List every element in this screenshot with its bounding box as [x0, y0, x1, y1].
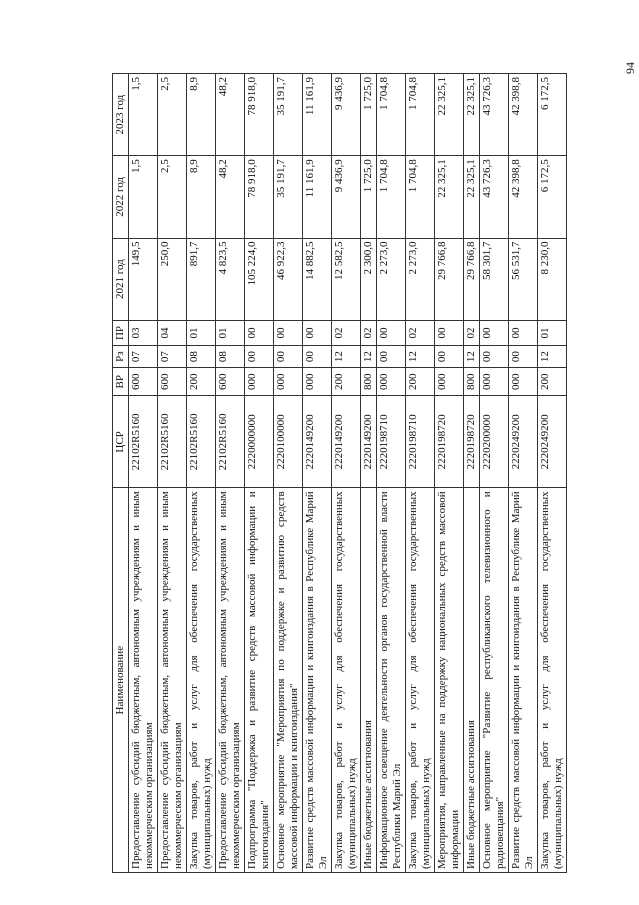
cell-2022: 43 726,3 — [480, 156, 509, 238]
cell-csr: 2220100000 — [274, 396, 303, 488]
cell-2023: 9 436,9 — [332, 74, 361, 156]
cell-name: Подпрограмма "Поддержка и развитие средств массовой информации и книгоиздания" — [245, 488, 274, 873]
cell-name: Закупка товаров, работ и услуг для обеспечения государственных (муниципальных) нужд — [187, 488, 216, 873]
header-name: Наименование — [113, 488, 129, 873]
cell-name: Мероприятия, направленные на поддержку национальных средств массовой информации — [435, 488, 464, 873]
cell-2021: 2 273,0 — [406, 238, 435, 320]
cell-pr: 02 — [361, 320, 377, 345]
header-rz: Рз — [113, 346, 129, 368]
cell-vr: 000 — [480, 368, 509, 396]
cell-csr: 2220200000 — [480, 396, 509, 488]
cell-2023: 43 726,3 — [480, 74, 509, 156]
cell-rz: 12 — [332, 346, 361, 368]
cell-vr: 600 — [216, 368, 245, 396]
cell-2021: 58 301,7 — [480, 238, 509, 320]
cell-csr: 2220000000 — [245, 396, 274, 488]
cell-rz: 00 — [245, 346, 274, 368]
cell-rz: 00 — [377, 346, 406, 368]
cell-name: Информационное освещение деятельности органов государственной власти Республики Марий Эл — [377, 488, 406, 873]
cell-vr: 000 — [435, 368, 464, 396]
cell-rz: 07 — [158, 346, 187, 368]
cell-csr: 2220249200 — [538, 396, 567, 488]
cell-csr: 2220149200 — [361, 396, 377, 488]
table-row — [377, 74, 406, 873]
table-row — [245, 74, 274, 873]
table-row — [361, 74, 377, 873]
table-header-row — [113, 74, 129, 873]
header-2021: 2021 год — [113, 238, 129, 320]
table-row — [158, 74, 187, 873]
cell-vr: 200 — [332, 368, 361, 396]
table-row — [332, 74, 361, 873]
cell-2021: 105 224,0 — [245, 238, 274, 320]
cell-vr: 200 — [538, 368, 567, 396]
cell-2023: 6 172,5 — [538, 74, 567, 156]
cell-csr: 2220198720 — [464, 396, 480, 488]
cell-2021: 56 531,7 — [509, 238, 538, 320]
cell-csr: 22102R5160 — [216, 396, 245, 488]
cell-vr: 800 — [361, 368, 377, 396]
cell-rz: 08 — [216, 346, 245, 368]
cell-name: Закупка товаров, работ и услуг для обеспечения государственных (муниципальных) нужд — [406, 488, 435, 873]
cell-csr: 22102R5160 — [129, 396, 158, 488]
cell-name: Иные бюджетные ассигнования — [464, 488, 480, 873]
cell-csr: 2220149200 — [332, 396, 361, 488]
cell-2022: 6 172,5 — [538, 156, 567, 238]
cell-rz: 00 — [435, 346, 464, 368]
cell-vr: 000 — [303, 368, 332, 396]
cell-pr: 00 — [435, 320, 464, 345]
table-row — [406, 74, 435, 873]
cell-2021: 46 922,3 — [274, 238, 303, 320]
cell-csr: 2220198710 — [406, 396, 435, 488]
cell-2021: 4 823,5 — [216, 238, 245, 320]
rotated-table-container — [112, 73, 564, 873]
cell-2023: 22 325,1 — [464, 74, 480, 156]
cell-name: Предоставление субсидий бюджетным, автономным учреждениям и иным некоммерческим организациям — [158, 488, 187, 873]
cell-2021: 2 273,0 — [377, 238, 406, 320]
cell-2023: 2,5 — [158, 74, 187, 156]
table-row — [129, 74, 158, 873]
cell-pr: 00 — [303, 320, 332, 345]
cell-pr: 01 — [216, 320, 245, 345]
cell-2022: 42 398,8 — [509, 156, 538, 238]
cell-vr: 800 — [464, 368, 480, 396]
cell-pr: 01 — [187, 320, 216, 345]
cell-pr: 00 — [377, 320, 406, 345]
cell-rz: 00 — [303, 346, 332, 368]
cell-csr: 2220198720 — [435, 396, 464, 488]
cell-2023: 8,9 — [187, 74, 216, 156]
cell-2022: 22 325,1 — [464, 156, 480, 238]
cell-name: Предоставление субсидий бюджетным, автономным учреждениям и иным некоммерческим организациям — [216, 488, 245, 873]
cell-vr: 600 — [158, 368, 187, 396]
cell-2023: 48,2 — [216, 74, 245, 156]
table-row — [303, 74, 332, 873]
cell-name: Закупка товаров, работ и услуг для обеспечения государственных (муниципальных) нужд — [538, 488, 567, 873]
cell-csr: 2220198710 — [377, 396, 406, 488]
cell-vr: 000 — [377, 368, 406, 396]
cell-csr: 22102R5160 — [187, 396, 216, 488]
cell-2023: 1 704,8 — [377, 74, 406, 156]
cell-rz: 00 — [274, 346, 303, 368]
cell-vr: 200 — [187, 368, 216, 396]
cell-2023: 1 704,8 — [406, 74, 435, 156]
cell-vr: 000 — [274, 368, 303, 396]
header-pr: ПР — [113, 320, 129, 345]
cell-pr: 04 — [158, 320, 187, 345]
cell-2022: 1,5 — [129, 156, 158, 238]
header-vr: ВР — [113, 368, 129, 396]
cell-2022: 78 918,0 — [245, 156, 274, 238]
cell-vr: 000 — [509, 368, 538, 396]
cell-pr: 00 — [509, 320, 538, 345]
cell-name: Предоставление субсидий бюджетным, автономным учреждениям и иным некоммерческим организациям — [129, 488, 158, 873]
cell-name: Иные бюджетные ассигнования — [361, 488, 377, 873]
header-2023: 2023 год — [113, 74, 129, 156]
cell-rz: 08 — [187, 346, 216, 368]
header-2022: 2022 год — [113, 156, 129, 238]
cell-2022: 2,5 — [158, 156, 187, 238]
cell-name: Развитие средств массовой информации и книгоиздания в Республике Марий Эл — [303, 488, 332, 873]
cell-pr: 00 — [245, 320, 274, 345]
cell-vr: 200 — [406, 368, 435, 396]
cell-rz: 00 — [480, 346, 509, 368]
cell-pr: 03 — [129, 320, 158, 345]
cell-2021: 29 766,8 — [464, 238, 480, 320]
cell-2022: 1 704,8 — [406, 156, 435, 238]
cell-2021: 29 766,8 — [435, 238, 464, 320]
cell-2023: 78 918,0 — [245, 74, 274, 156]
cell-2023: 1 725,0 — [361, 74, 377, 156]
page-number: 94 — [623, 62, 637, 74]
table-row — [480, 74, 509, 873]
table-row — [274, 74, 303, 873]
table-row — [538, 74, 567, 873]
cell-rz: 12 — [406, 346, 435, 368]
cell-pr: 02 — [332, 320, 361, 345]
cell-rz: 12 — [538, 346, 567, 368]
cell-2021: 891,7 — [187, 238, 216, 320]
table-row — [509, 74, 538, 873]
cell-pr: 00 — [480, 320, 509, 345]
cell-2022: 48,2 — [216, 156, 245, 238]
cell-2023: 1,5 — [129, 74, 158, 156]
cell-2022: 35 191,7 — [274, 156, 303, 238]
cell-2022: 1 725,0 — [361, 156, 377, 238]
cell-2021: 149,5 — [129, 238, 158, 320]
cell-pr: 01 — [538, 320, 567, 345]
cell-name: Закупка товаров, работ и услуг для обеспечения государственных (муниципальных) нужд — [332, 488, 361, 873]
table-body — [129, 74, 567, 873]
cell-pr: 00 — [274, 320, 303, 345]
cell-rz: 12 — [464, 346, 480, 368]
budget-table — [112, 73, 567, 873]
cell-2021: 250,0 — [158, 238, 187, 320]
cell-rz: 12 — [361, 346, 377, 368]
table-row — [464, 74, 480, 873]
cell-2022: 11 161,9 — [303, 156, 332, 238]
cell-2021: 12 582,5 — [332, 238, 361, 320]
cell-rz: 00 — [509, 346, 538, 368]
cell-pr: 02 — [406, 320, 435, 345]
cell-2022: 1 704,8 — [377, 156, 406, 238]
header-csr: ЦСР — [113, 396, 129, 488]
cell-csr: 22102R5160 — [158, 396, 187, 488]
cell-csr: 2220149200 — [303, 396, 332, 488]
cell-name: Основное мероприятие "Развитие республиканского телевизионного и радиовещания" — [480, 488, 509, 873]
cell-2023: 11 161,9 — [303, 74, 332, 156]
cell-2022: 9 436,9 — [332, 156, 361, 238]
cell-csr: 2220249200 — [509, 396, 538, 488]
table-row — [435, 74, 464, 873]
cell-2021: 2 300,0 — [361, 238, 377, 320]
cell-2023: 42 398,8 — [509, 74, 538, 156]
cell-vr: 600 — [129, 368, 158, 396]
cell-vr: 000 — [245, 368, 274, 396]
cell-name: Развитие средств массовой информации и книгоиздания в Республике Марий Эл — [509, 488, 538, 873]
cell-2021: 14 882,5 — [303, 238, 332, 320]
table-row — [216, 74, 245, 873]
cell-2021: 8 230,0 — [538, 238, 567, 320]
cell-pr: 02 — [464, 320, 480, 345]
cell-name: Основное мероприятие "Мероприятия по поддержке и развитию средств массовой информации и книгоиздания" — [274, 488, 303, 873]
cell-2023: 22 325,1 — [435, 74, 464, 156]
cell-2022: 8,9 — [187, 156, 216, 238]
table-row — [187, 74, 216, 873]
cell-2023: 35 191,7 — [274, 74, 303, 156]
cell-2022: 22 325,1 — [435, 156, 464, 238]
cell-rz: 07 — [129, 346, 158, 368]
